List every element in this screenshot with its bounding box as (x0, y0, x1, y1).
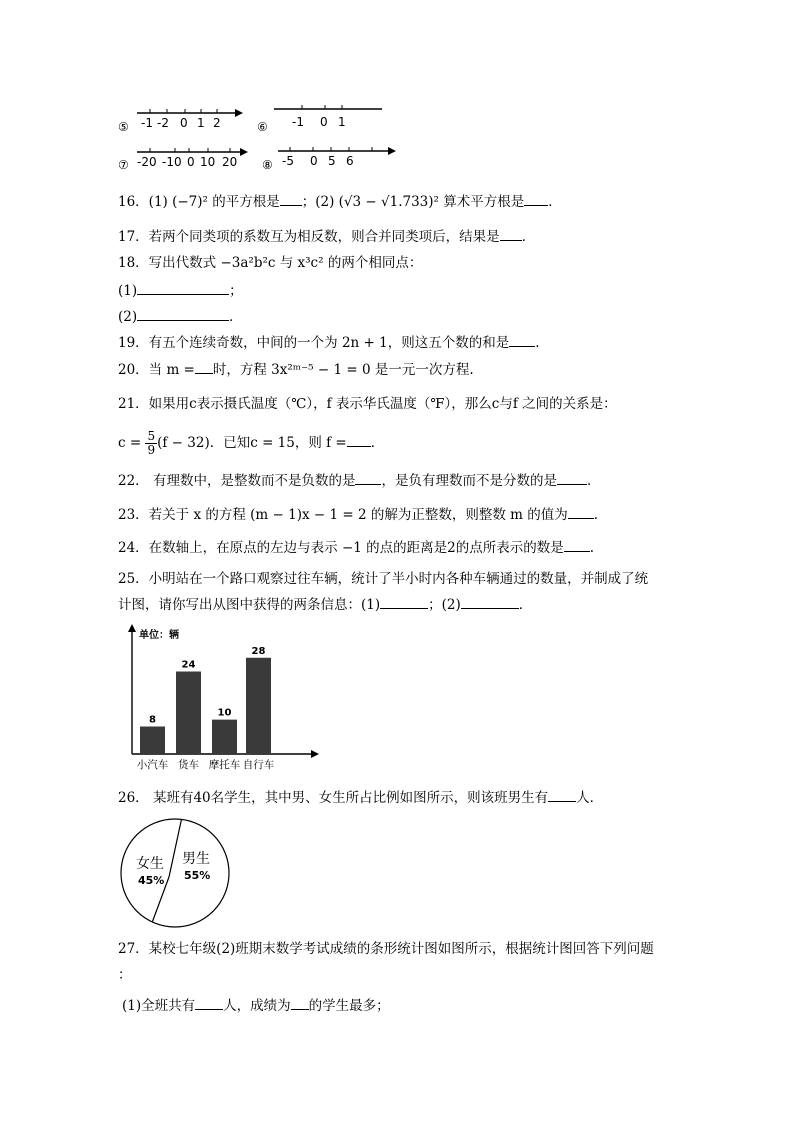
question-27: 27．某校七年级(2)班期末数学考试成绩的条形统计图如图所示，根据统计图回答下列问题 (118, 941, 654, 957)
answer-blank[interactable] (137, 307, 229, 321)
answer-blank[interactable] (195, 360, 213, 374)
question-19: 19．有五个连续奇数，中间的一个为 2n + 1，则这五个数的和是 . (118, 335, 540, 351)
numberline-5-label: ⑤ (118, 120, 129, 134)
category-label: 摩托车 (208, 759, 241, 771)
bar-2 (212, 720, 237, 754)
answer-blank[interactable] (195, 996, 223, 1010)
answer-blank[interactable] (347, 433, 371, 447)
question-23: 23．若关于 x 的方程 (m − 1)x − 1 = 2 的解为正整数，则整数 m 的值为 . (118, 507, 599, 523)
bar-value-label: 28 (251, 645, 266, 657)
answer-blank[interactable] (291, 996, 309, 1010)
bar-value-label: 10 (217, 707, 232, 719)
answer-blank[interactable] (557, 471, 587, 485)
answer-blank[interactable] (509, 333, 535, 347)
vehicle-bar-chart (125, 622, 325, 774)
tick-label: -1 (141, 116, 153, 130)
question-17: 17．若两个同类项的系数互为相反数，则合并同类项后，结果是 ． (118, 229, 536, 245)
numberline-7-label: ⑦ (118, 158, 129, 172)
question-18-line-1: (1) ； (118, 283, 243, 299)
bar-3 (246, 658, 271, 754)
question-27-part-1: (1)全班共有 人，成绩为 的学生最多； (122, 998, 390, 1014)
answer-blank[interactable] (564, 538, 590, 552)
question-25-line-2: 计图，请你写出从图中获得的两条信息：(1) ；(2) ． (118, 597, 533, 613)
tick-label: 0 (320, 115, 328, 129)
question-24: 24．在数轴上，在原点的左边与表示 −1 的点的距离是2的点所表示的数是 . (118, 540, 595, 556)
answer-blank[interactable] (380, 595, 428, 609)
question-25: 25．小明站在一个路口观察过往车辆，统计了半小时内各种车辆通过的数量，并制成了统 (118, 571, 649, 587)
answer-blank[interactable] (137, 281, 229, 295)
question-18-line-2: (2) ． (118, 309, 243, 325)
tick-label: 1 (338, 115, 346, 129)
tick-label: 0 (310, 154, 318, 168)
answer-blank[interactable] (355, 471, 381, 485)
question-21-formula: c = $\frac{5}{9}$ (f − 32)．已知c = 15，则 f = ． (118, 429, 385, 457)
numberline-8-label: ⑧ (262, 158, 273, 172)
question-26: 26． 某班有40名学生，其中男、女生所占比例如图所示，则该班男生有 人． (118, 790, 604, 806)
question-20: 20．当 m = 时，方程 3x²ᵐ⁻⁵ − 1 = 0 是一元一次方程. (118, 362, 474, 378)
tick-label: 0 (180, 116, 188, 130)
tick-label: 5 (328, 154, 336, 168)
answer-blank[interactable] (500, 227, 522, 241)
tick-label: -5 (282, 154, 294, 168)
tick-label: 0 (187, 155, 195, 169)
numberline-6-label: ⑥ (257, 120, 268, 134)
tick-label: 1 (197, 116, 205, 130)
pie-value-female: 45% (138, 874, 165, 887)
gender-pie-chart (118, 816, 232, 930)
tick-label: 20 (222, 155, 238, 169)
question-16: 16．(1) (−7)² 的平方根是 ；(2) (√3 − √1.733)² 算术平方根是 ． (118, 194, 562, 210)
question-21: 21．如果用c表示摄氏温度（℃），f 表示华氏温度（℉），那么c与f 之间的关系是： (118, 396, 617, 412)
bar-value-label: 24 (181, 659, 196, 671)
category-label: 货车 (178, 759, 199, 771)
answer-blank[interactable] (548, 788, 576, 802)
category-label: 自行车 (242, 759, 275, 771)
question-27-line-2: ： (118, 967, 132, 983)
answer-blank[interactable] (568, 505, 594, 519)
pie-label-male: 男生 (182, 851, 210, 867)
pie-value-male: 55% (184, 869, 211, 882)
bar-value-label: 8 (149, 714, 156, 726)
tick-label: -1 (292, 115, 304, 129)
question-18: 18．写出代数式 −3a²b²c 与 x³c² 的两个相同点： (118, 255, 423, 271)
answer-blank[interactable] (280, 192, 302, 206)
tick-label: -2 (157, 116, 169, 130)
question-22: 22． 有理数中，是整数而不是负数的是 ，是负有理数而不是分数的是 ． (118, 473, 601, 489)
tick-label: 2 (213, 116, 221, 130)
tick-label: -20 (137, 155, 157, 169)
answer-blank[interactable] (461, 595, 519, 609)
tick-label: -10 (162, 155, 182, 169)
bar-0 (140, 727, 165, 755)
bar-1 (176, 672, 201, 755)
fraction-5-9: $\frac{5}{9}$ (147, 429, 156, 457)
tick-label: 6 (346, 154, 354, 168)
pie-label-female: 女生 (136, 856, 164, 872)
tick-label: 10 (200, 155, 216, 169)
number-lines (112, 100, 412, 175)
chart-unit-label: 单位：辆 (139, 630, 179, 641)
category-label: 小汽车 (136, 759, 169, 771)
answer-blank[interactable] (524, 192, 548, 206)
